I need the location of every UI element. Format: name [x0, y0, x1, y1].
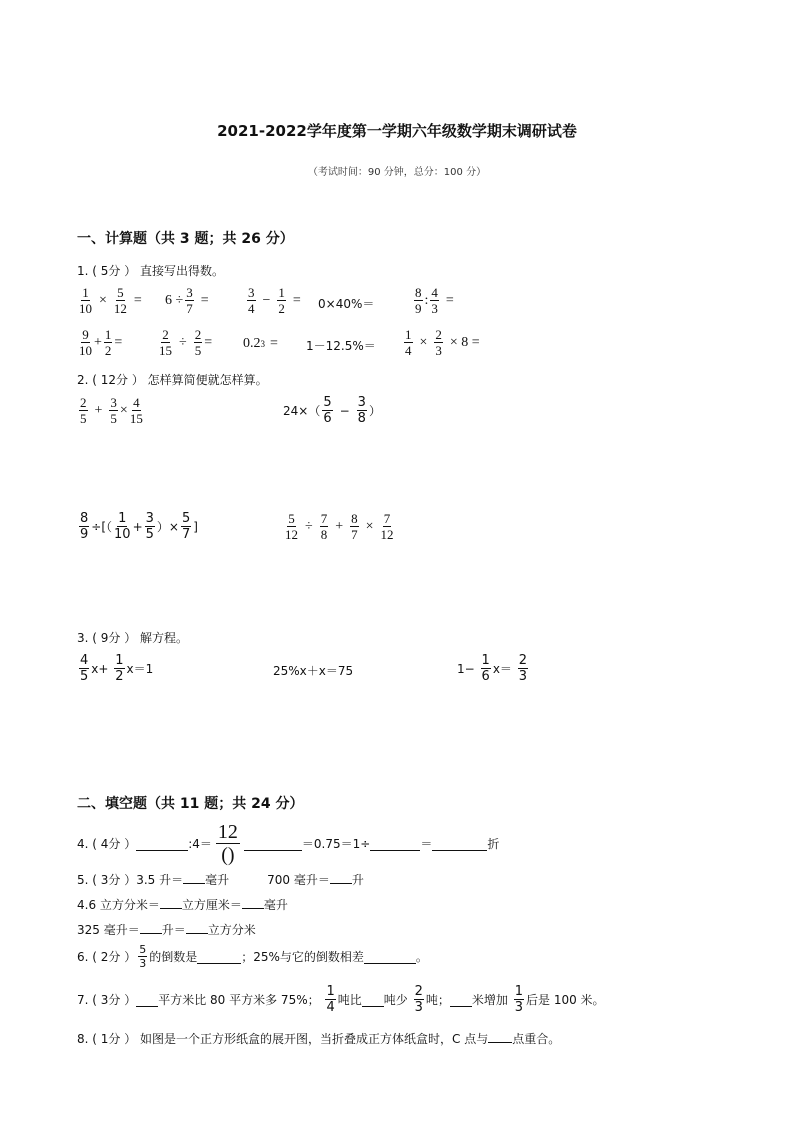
q1-r2-a: $\frac{9}{10}$ + $\frac{1}{2}$ = [79, 327, 123, 358]
q6: 6. ( 2分 ） $\frac{5}{3}$ 的倒数是 ；25%与它的倒数相差 。 [77, 943, 428, 970]
answer-blank[interactable] [136, 837, 188, 851]
q1-r2-c: 0.2 3 = [243, 336, 278, 351]
q1-r1-c: $\frac{3}{4}$ − $\frac{1}{2}$ = [248, 285, 301, 316]
q1-r2-d: 1－12.5%＝ [306, 339, 376, 353]
q1-r1-d: 0×40%＝ [318, 297, 375, 311]
q1-r2-b: $\frac{2}{15}$ ÷ $\frac{2}{5}$ = [159, 327, 213, 358]
answer-blank[interactable] [140, 920, 162, 934]
answer-blank[interactable] [183, 870, 205, 884]
q2-e3: $\frac{8}{9}$ ÷[（ $\frac{1}{10}$ + $\frac{3}{5}$ ）× $\frac{5}{7}$ ] [80, 511, 198, 542]
answer-blank[interactable] [488, 1029, 512, 1043]
q2-e4: $\frac{5}{12}$ ÷ $\frac{7}{8}$ + $\frac{8}{7}$ × $\frac{7}{12}$ [285, 511, 394, 542]
answer-blank[interactable] [362, 993, 384, 1007]
q3-e1: $\frac{4}{5}$ x+ $\frac{1}{2}$ x＝1 [80, 653, 154, 684]
q5-line1: 5. ( 3分 ）3.5 升＝ 毫升 700 毫升＝ 升 [77, 870, 364, 888]
answer-blank[interactable] [242, 895, 264, 909]
answer-blank[interactable] [450, 993, 472, 1007]
q2-e1: $\frac{2}{5}$ + $\frac{3}{5}$ × $\frac{4}{15}$ [80, 395, 143, 426]
q1-r1-a: $\frac{1}{10}$ × $\frac{5}{12}$ = [79, 285, 142, 316]
q8: 8. ( 1分 ） 如图是一个正方形纸盒的展开图，当折叠成正方体纸盒时，C 点与 点重合。 [77, 1029, 560, 1047]
q3-e2: 25%x＋x＝75 [273, 664, 354, 678]
answer-blank[interactable] [370, 837, 420, 851]
q3-label: 3. ( 9分 ） 解方程。 [77, 631, 189, 645]
answer-blank[interactable] [136, 993, 158, 1007]
q1-r1-e: $\frac{8}{9}$ : $\frac{4}{3}$ = [415, 285, 454, 316]
q2-e2: 24×（ $\frac{5}{6}$ − $\frac{3}{8}$ ） [283, 395, 381, 426]
q4: 4. ( 4分 ） :4＝ $\frac{12}{()}$ ＝0.75＝1÷ ＝ 折 [77, 821, 500, 866]
answer-blank[interactable] [432, 837, 487, 851]
q2-label: 2. ( 12分 ） 怎样算简便就怎样算。 [77, 373, 268, 387]
q1-r2-e: $\frac{1}{4}$ × $\frac{2}{3}$ × 8 = [405, 327, 480, 358]
exam-info: （考试时间：90 分钟，总分：100 分） [307, 167, 487, 178]
q1-r1-b: 6 ÷ $\frac{3}{7}$ = [165, 285, 209, 316]
answer-blank[interactable] [186, 920, 208, 934]
section1-heading: 一、计算题（共 3 题；共 26 分） [77, 231, 294, 247]
q5-line2: 4.6 立方分米＝ 立方厘米＝ 毫升 [77, 895, 288, 913]
q1-label: 1. ( 5分 ） 直接写出得数。 [77, 264, 225, 278]
answer-blank[interactable] [364, 950, 416, 964]
q7: 7. ( 3分 ） 平方米比 80 平方米多 75%； $\frac{1}{4}$ 吨比 吨少 $\frac{2}{3}$ 吨； 米增加 $\frac{1}{3}$ 后是 100 米。 [77, 984, 605, 1015]
answer-blank[interactable] [330, 870, 352, 884]
page-title: 2021-2022学年度第一学期六年级数学期末调研试卷 [217, 122, 577, 140]
answer-blank[interactable] [197, 950, 241, 964]
q5-line3: 325 毫升＝ 升＝ 立方分米 [77, 920, 256, 938]
q3-e3: 1− $\frac{1}{6}$ x＝ $\frac{2}{3}$ [457, 653, 528, 684]
section2-heading: 二、填空题（共 11 题；共 24 分） [77, 796, 304, 812]
answer-blank[interactable] [160, 895, 182, 909]
answer-blank[interactable] [244, 837, 302, 851]
